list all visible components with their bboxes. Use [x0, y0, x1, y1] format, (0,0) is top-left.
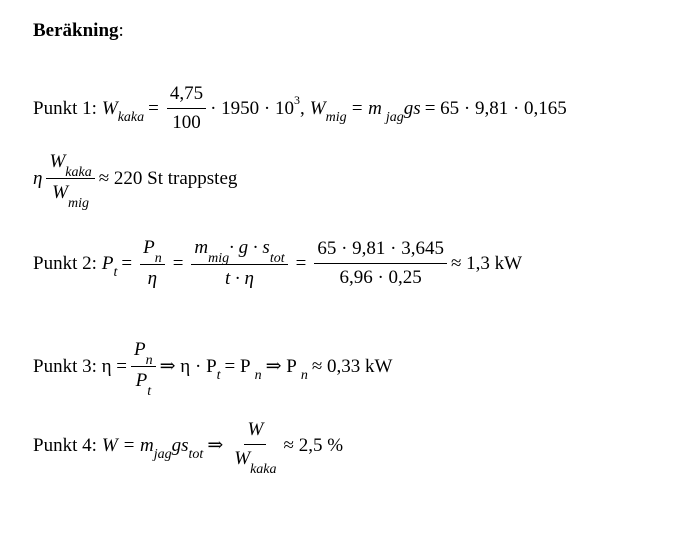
eta-result: ≈ 220 St trappsteg: [98, 167, 238, 189]
punkt1-sub-kaka: kaka: [117, 109, 145, 125]
punkt4-result: ≈ 2,5 %: [283, 434, 344, 456]
punkt2-result: ≈ 1,3 kW: [450, 252, 523, 274]
punkt2-fraction1: $\frac{P_n}{\eta}$: [140, 236, 165, 291]
punkt1-W2: W: [309, 97, 326, 119]
punkt1-label: Punkt 1:: [33, 97, 97, 119]
punkt2-line: [33, 236, 522, 291]
punkt1-rhs: = 65 · 9,81 · 0,165: [424, 97, 567, 119]
punkt3-label: Punkt 3: η =: [33, 355, 128, 377]
eta-fraction: [46, 150, 94, 211]
eta-den: $W_{mig}$: [52, 182, 89, 211]
punkt1-eq2: = m: [350, 97, 382, 119]
punkt4-fraction: $\frac{W}{W_{kaka}}$: [234, 419, 277, 477]
punkt2-label: Punkt 2:: [33, 252, 97, 274]
punkt3-line: Punkt 3: η = $\frac{P_n}{P_t}$ ⇒ η · P t = P n ⇒ P n ≈ 0,33 kW: [33, 339, 393, 399]
punkt2-fraction3: $\frac{65 \cdot 9,81 \cdot 3,645}{6,96 \cdot 0,25}$: [314, 237, 447, 290]
punkt1-eq: =: [148, 97, 159, 119]
punkt1-sub-jag: jag: [385, 109, 404, 125]
punkt3-result: ≈ 0,33 kW: [311, 355, 393, 377]
eta-symbol: η: [33, 167, 43, 189]
eta-line: [33, 150, 238, 211]
punkt2-P: P: [101, 252, 114, 274]
punkt1-den: 100: [172, 112, 201, 133]
punkt1-num: 4,75: [167, 82, 206, 109]
punkt4-label: Punkt 4:: [33, 434, 97, 456]
punkt1-exp: 3: [294, 93, 301, 107]
punkt2-eq3: =: [295, 252, 307, 274]
punkt1-comma: ,: [300, 97, 305, 119]
punkt2-sub-t: t: [113, 264, 118, 280]
eta-num: $W_{kaka}$: [46, 150, 94, 179]
punkt1-fraction: [167, 82, 206, 135]
punkt2-eq1: =: [121, 252, 133, 274]
heading-text: Beräkning: [33, 20, 119, 41]
punkt4-line: Punkt 4: W = m jag gs tot ⇒ $\frac{W}{W_{kaka}}$ ≈ 2,5 %: [33, 419, 344, 477]
punkt1-rest: · 1950 · 10: [210, 97, 295, 119]
punkt1-sub-mig: mig: [325, 109, 347, 125]
punkt3-eqP: = P: [224, 355, 251, 377]
punkt1-gs: gs: [403, 97, 421, 119]
punkt1-W: W: [101, 97, 118, 119]
punkt3-arrow1: ⇒ η · P: [159, 356, 217, 377]
punkt3-arrow2: ⇒ P: [265, 356, 297, 377]
heading-colon: :: [118, 20, 124, 41]
punkt4-lhs: W = m: [101, 434, 154, 456]
punkt1-line: [33, 82, 571, 135]
heading: [33, 20, 124, 42]
punkt2-fraction2: $\frac{m_{mig}\cdot g \cdot s_{tot}}{t \cdot \eta}$: [191, 236, 287, 291]
punkt2-eq2: =: [172, 252, 184, 274]
punkt3-fraction: $\frac{P_n}{P_t}$: [131, 338, 156, 395]
punkt4-arrow: ⇒: [207, 435, 224, 456]
